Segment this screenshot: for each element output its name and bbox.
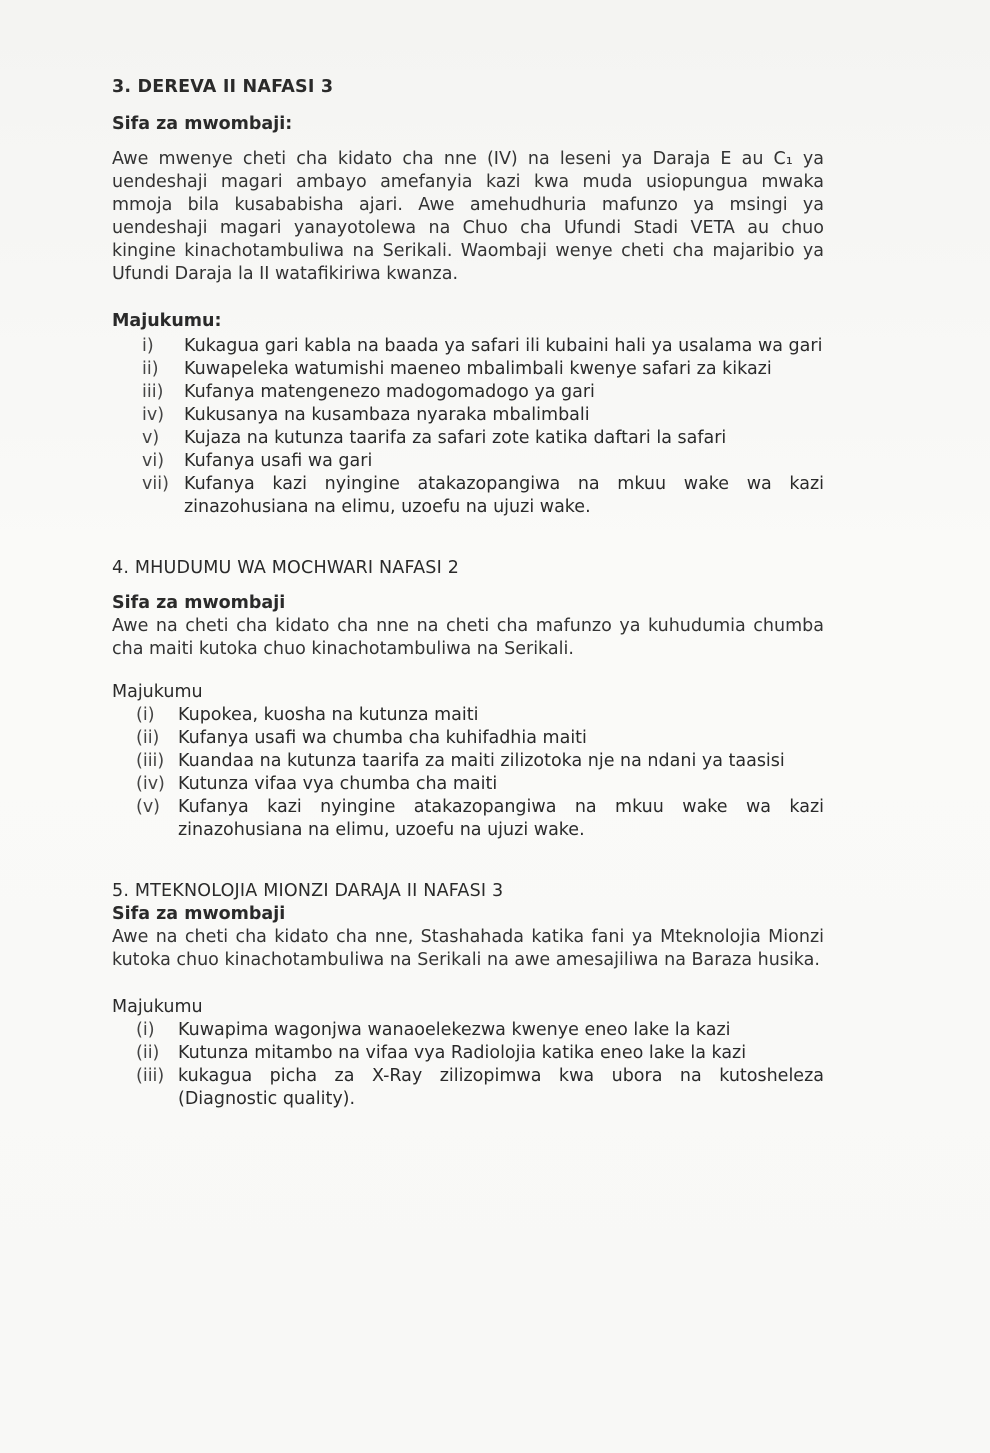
item-number: i) <box>142 336 154 356</box>
list-item <box>136 750 824 773</box>
item-number: (iii) <box>136 751 165 771</box>
list-item <box>142 335 824 358</box>
item-number: (ii) <box>136 728 160 748</box>
item-number: iii) <box>142 382 164 402</box>
item-text: Kupokea, kuosha na kutunza maiti <box>178 705 479 725</box>
qualifications-text: Awe mwenye cheti cha kidato cha nne (IV) na leseni ya Daraja E au C₁ ya uendeshaji magari ambayo amefanyia kazi kwa muda usiopungua mwaka mmoja bila kusababisha ajari. Awe amehudhuria mafunzo ya msingi ya uendeshaji magari yanayotolewa na Chuo cha Ufundi Stadi VETA au chuo kingine kinachotambuliwa na Serikali. Waombaji wenye cheti cha majaribio ya Ufundi Daraja la II watafikiriwa kwanza. <box>112 149 824 284</box>
item-text: Kukagua gari kabla na baada ya safari ili kubaini hali ya usalama wa gari <box>184 336 823 356</box>
item-number: vii) <box>142 474 169 494</box>
section-mteknolojia-mionzi <box>112 880 824 1111</box>
qualifications-text: Awe na cheti cha kidato cha nne, Stashahada katika fani ya Mteknolojia Mionzi kutoka chuo kinachotambuliwa na Serikali na awe amesajiliwa na Baraza husika. <box>112 927 824 970</box>
item-number: v) <box>142 428 160 448</box>
item-text: Kufanya kazi nyingine atakazopangiwa na mkuu wake wa kazi zinazohusiana na elimu, uzoefu na ujuzi wake. <box>184 474 824 517</box>
section-heading: 5. MTEKNOLOJIA MIONZI DARAJA II NAFASI 3 <box>112 881 504 901</box>
item-number: (v) <box>136 797 161 817</box>
item-text: Kuwapima wagonjwa wanaoelekezwa kwenye eneo lake la kazi <box>178 1020 731 1040</box>
qualifications-label: Sifa za mwombaji <box>112 904 286 924</box>
item-number: (iii) <box>136 1066 165 1086</box>
list-item <box>142 473 824 519</box>
list-item <box>142 450 824 473</box>
duties-label: Majukumu: <box>112 311 222 331</box>
list-item <box>136 773 824 796</box>
document-content <box>112 76 824 1149</box>
list-item <box>136 1042 824 1065</box>
item-number: ii) <box>142 359 159 379</box>
section-mhudumu-mochwari <box>112 557 824 842</box>
item-number: (i) <box>136 705 155 725</box>
list-item <box>136 704 824 727</box>
list-item <box>136 1019 824 1042</box>
item-number: (i) <box>136 1020 155 1040</box>
qualifications-label: Sifa za mwombaji <box>112 593 286 613</box>
item-number: iv) <box>142 405 165 425</box>
item-text: Kuwapeleka watumishi maeneo mbalimbali kwenye safari za kikazi <box>184 359 772 379</box>
qualifications-label: Sifa za mwombaji: <box>112 114 293 134</box>
item-text: Kufanya kazi nyingine atakazopangiwa na mkuu wake wa kazi zinazohusiana na elimu, uzoefu na ujuzi wake. <box>178 797 824 840</box>
duties-list <box>142 335 824 519</box>
item-text: Kufanya usafi wa gari <box>184 451 373 471</box>
item-text: Kujaza na kutunza taarifa za safari zote katika daftari la safari <box>184 428 727 448</box>
duties-list <box>136 704 824 842</box>
section-heading: 4. MHUDUMU WA MOCHWARI NAFASI 2 <box>112 558 460 578</box>
item-text: Kutunza mitambo na vifaa vya Radiolojia katika eneo lake la kazi <box>178 1043 747 1063</box>
list-item <box>136 796 824 842</box>
section-heading: 3. DEREVA II NAFASI 3 <box>112 77 334 97</box>
duties-label: Majukumu <box>112 682 203 702</box>
duties-label: Majukumu <box>112 997 203 1017</box>
qualifications-text: Awe na cheti cha kidato cha nne na cheti cha mafunzo ya kuhudumia chumba cha maiti kutoka chuo kinachotambuliwa na Serikali. <box>112 616 824 659</box>
section-dereva <box>112 76 824 519</box>
list-item <box>136 1065 824 1111</box>
item-text: kukagua picha za X-Ray zilizopimwa kwa ubora na kutosheleza (Diagnostic quality). <box>178 1066 824 1109</box>
item-text: Kukusanya na kusambaza nyaraka mbalimbali <box>184 405 590 425</box>
item-text: Kuandaa na kutunza taarifa za maiti zilizotoka nje na ndani ya taasisi <box>178 751 785 771</box>
item-number: (iv) <box>136 774 165 794</box>
list-item <box>142 358 824 381</box>
item-text: Kutunza vifaa vya chumba cha maiti <box>178 774 498 794</box>
item-text: Kufanya matengenezo madogomadogo ya gari <box>184 382 595 402</box>
duties-list <box>136 1019 824 1111</box>
list-item <box>136 727 824 750</box>
list-item <box>142 404 824 427</box>
list-item <box>142 427 824 450</box>
list-item <box>142 381 824 404</box>
item-number: (ii) <box>136 1043 160 1063</box>
item-number: vi) <box>142 451 165 471</box>
item-text: Kufanya usafi wa chumba cha kuhifadhia maiti <box>178 728 587 748</box>
